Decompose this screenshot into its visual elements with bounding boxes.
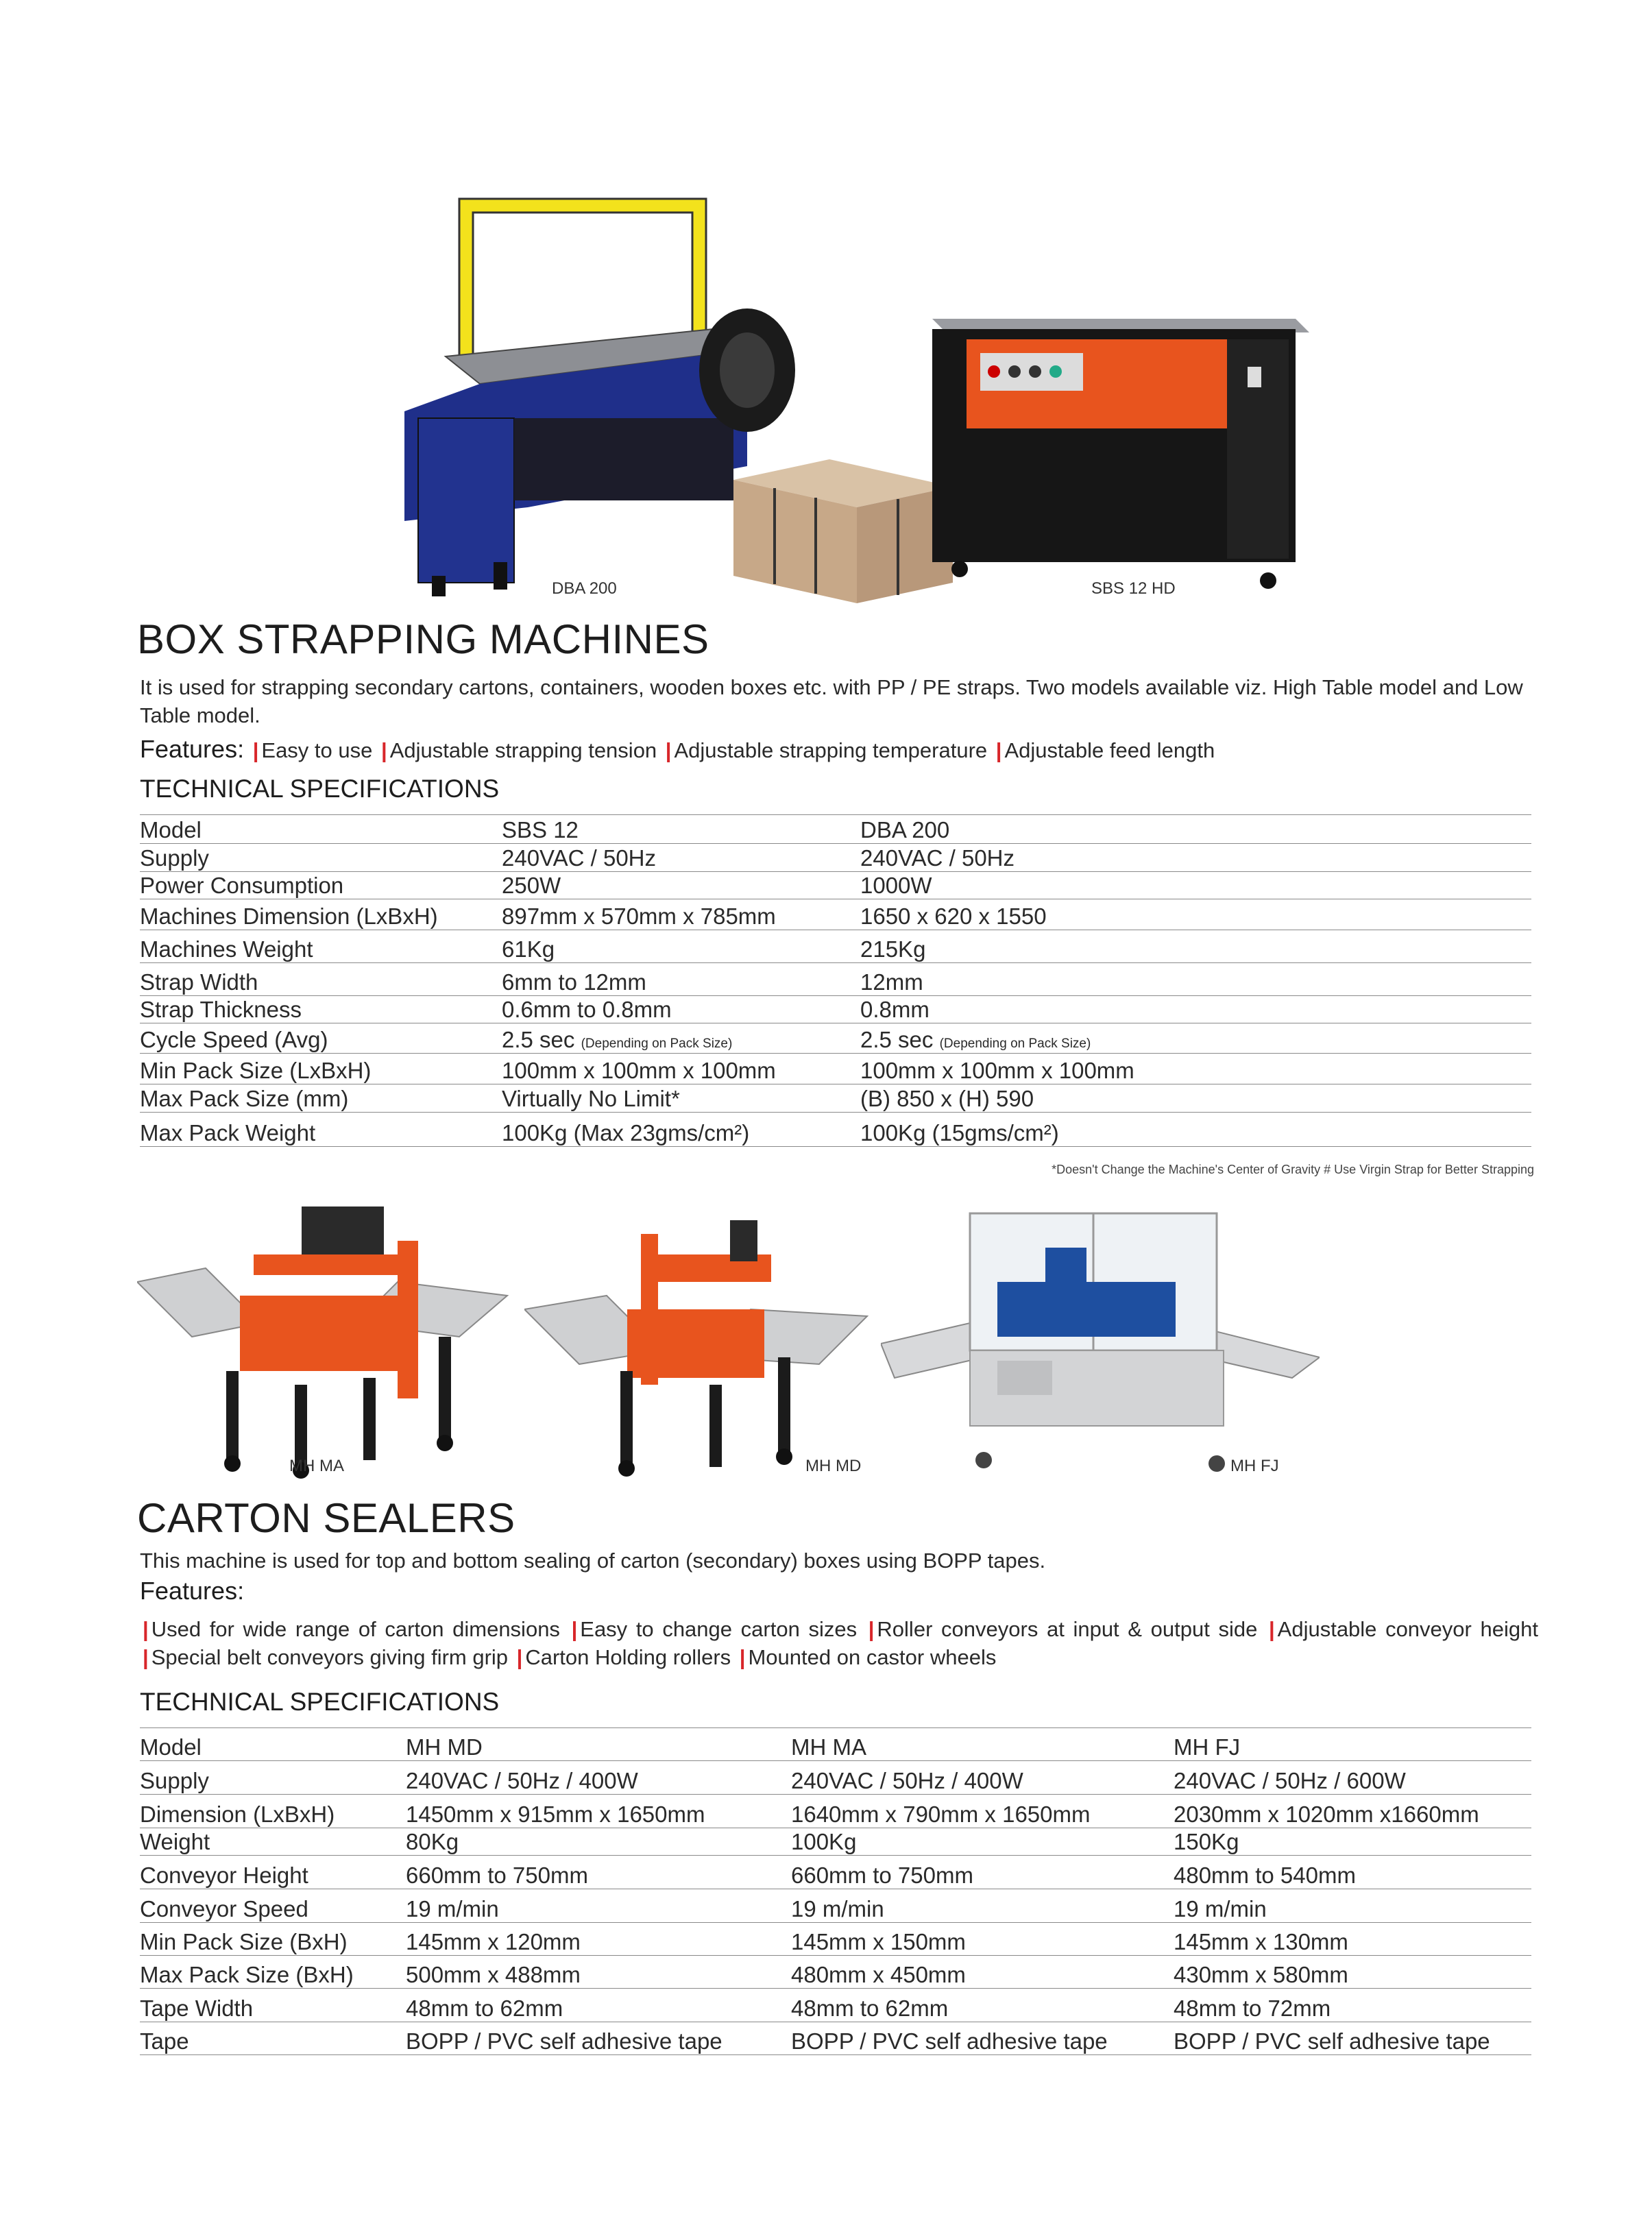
table-row	[140, 1828, 1531, 1856]
table-cell: (B) 850 x (H) 590	[860, 1084, 1531, 1113]
mh-fj-machine-image	[881, 1200, 1320, 1488]
table-cell: 19 m/min	[406, 1889, 791, 1923]
table-cell: 430mm x 580mm	[1174, 1956, 1531, 1989]
feature-item: Special belt conveyors giving firm grip	[151, 1645, 509, 1669]
table-cell: Dimension (LxBxH)	[140, 1795, 406, 1828]
sbs-12-hd-machine-image	[925, 312, 1309, 600]
table-cell: BOPP / PVC self adhesive tape	[1174, 2022, 1531, 2055]
table-cell: DBA 200	[860, 815, 1531, 844]
table-cell: Strap Width	[140, 963, 502, 996]
table-row	[140, 963, 1531, 996]
table-row	[140, 1054, 1531, 1084]
table-cell: 2.5 sec (Depending on Pack Size)	[860, 1023, 1531, 1054]
table-row	[140, 1761, 1531, 1795]
table-cell: Cycle Speed (Avg)	[140, 1023, 502, 1054]
sealer-spec-table	[140, 1727, 1531, 2055]
boxes-image	[727, 439, 960, 610]
table-row	[140, 1728, 1531, 1761]
table-cell: 48mm to 72mm	[1174, 1989, 1531, 2022]
table-cell: 61Kg	[502, 930, 860, 963]
mh-md-machine-image	[524, 1193, 881, 1481]
table-cell: 1450mm x 915mm x 1650mm	[406, 1795, 791, 1828]
table-cell: 100mm x 100mm x 100mm	[502, 1054, 860, 1084]
table-cell: 1650 x 620 x 1550	[860, 899, 1531, 930]
section-title-carton-sealers: CARTON SEALERS	[137, 1495, 515, 1541]
box-strapping-features: Features: | Easy to use | Adjustable strapping tension | Adjustable strapping temperature | Adjustable feed length	[140, 735, 1215, 763]
table-cell: 1640mm x 790mm x 1650mm	[791, 1795, 1174, 1828]
carton-sealers-features: | Used for wide range of carton dimensions | Easy to change carton sizes | Roller conveyors at input & output side | Adjustable conveyor height | Special belt conveyors giving firm grip | Carton Holding rollers | Mounted on castor wheels	[143, 1617, 1538, 1669]
table-cell: 250W	[502, 872, 860, 899]
table-cell: 660mm to 750mm	[791, 1856, 1174, 1889]
table-cell: 145mm x 130mm	[1174, 1923, 1531, 1956]
section-title-box-strapping: BOX STRAPPING MACHINES	[137, 616, 709, 662]
table-row	[140, 1989, 1531, 2022]
table-cell: Tape Width	[140, 1989, 406, 2022]
table-cell: 100Kg (15gms/cm²)	[860, 1113, 1531, 1147]
table-cell: Conveyor Height	[140, 1856, 406, 1889]
table-cell: 215Kg	[860, 930, 1531, 963]
table-cell: Model	[140, 815, 502, 844]
feature-item: Adjustable conveyor height	[1277, 1617, 1538, 1641]
table-cell: 19 m/min	[791, 1889, 1174, 1923]
table-cell: 1000W	[860, 872, 1531, 899]
table-row	[140, 930, 1531, 963]
caption-sbs-12-hd: SBS 12 HD	[1091, 579, 1176, 598]
features-label-2: Features:	[140, 1577, 245, 1605]
table-row	[140, 1923, 1531, 1956]
table-cell: Weight	[140, 1828, 406, 1856]
table-cell: 100Kg	[791, 1828, 1174, 1856]
table-row	[140, 899, 1531, 930]
table-cell: Supply	[140, 844, 502, 872]
cycle-note: (Depending on Pack Size)	[581, 1036, 733, 1051]
features-label: Features:	[140, 735, 245, 763]
strapping-spec-table	[140, 814, 1531, 1147]
table-cell: 48mm to 62mm	[791, 1989, 1174, 2022]
table-cell: 480mm to 540mm	[1174, 1856, 1531, 1889]
table-cell: 240VAC / 50Hz	[860, 844, 1531, 872]
table-row	[140, 1023, 1531, 1054]
table-cell: Virtually No Limit*	[502, 1084, 860, 1113]
table-cell: 2.5 sec (Depending on Pack Size)	[502, 1023, 860, 1054]
table-row	[140, 1856, 1531, 1889]
table-cell: 240VAC / 50Hz	[502, 844, 860, 872]
caption-mh-fj: MH FJ	[1230, 1457, 1279, 1475]
caption-mh-ma: MH MA	[289, 1457, 344, 1475]
table-cell: Power Consumption	[140, 872, 502, 899]
feature-item: Adjustable feed length	[1004, 738, 1215, 762]
feature-item: Carton Holding rollers	[525, 1645, 731, 1669]
table-cell: 145mm x 150mm	[791, 1923, 1174, 1956]
caption-dba-200: DBA 200	[552, 579, 617, 598]
table-row	[140, 996, 1531, 1023]
table-cell: Supply	[140, 1761, 406, 1795]
table-cell: 150Kg	[1174, 1828, 1531, 1856]
table-cell: MH MD	[406, 1728, 791, 1761]
table-cell: Model	[140, 1728, 406, 1761]
feature-item: Easy to change carton sizes	[580, 1617, 858, 1641]
table-cell: Max Pack Weight	[140, 1113, 502, 1147]
table-cell: MH FJ	[1174, 1728, 1531, 1761]
table-cell: 240VAC / 50Hz / 400W	[406, 1761, 791, 1795]
table-cell: SBS 12	[502, 815, 860, 844]
table-cell: 80Kg	[406, 1828, 791, 1856]
table-row	[140, 1084, 1531, 1113]
table-cell: Machines Dimension (LxBxH)	[140, 899, 502, 930]
table-cell: BOPP / PVC self adhesive tape	[791, 2022, 1174, 2055]
feature-item: Adjustable strapping temperature	[674, 738, 988, 762]
table-cell: Min Pack Size (LxBxH)	[140, 1054, 502, 1084]
table-cell: Tape	[140, 2022, 406, 2055]
table-cell: 19 m/min	[1174, 1889, 1531, 1923]
table-row	[140, 1113, 1531, 1147]
table-cell: Max Pack Size (BxH)	[140, 1956, 406, 1989]
table-row	[140, 2022, 1531, 2055]
table-cell: Strap Thickness	[140, 996, 502, 1023]
carton-sealers-description: This machine is used for top and bottom sealing of carton (secondary) boxes using BOPP tapes.	[140, 1549, 1046, 1573]
table-cell: 240VAC / 50Hz / 600W	[1174, 1761, 1531, 1795]
table-cell: Machines Weight	[140, 930, 502, 963]
feature-item: Roller conveyors at input & output side	[877, 1617, 1258, 1641]
box-strapping-description: It is used for strapping secondary cartons, containers, wooden boxes etc. with PP / PE straps. Two models available viz. High Table model and Low Table model.	[140, 675, 1523, 727]
feature-item: Used for wide range of carton dimensions	[151, 1617, 560, 1641]
spec-title-1: TECHNICAL SPECIFICATIONS	[140, 775, 500, 803]
table-row	[140, 1956, 1531, 1989]
feature-item: Adjustable strapping tension	[389, 738, 657, 762]
mh-ma-machine-image	[137, 1193, 514, 1481]
table-cell: 12mm	[860, 963, 1531, 996]
table-cell: 2030mm x 1020mm x1660mm	[1174, 1795, 1531, 1828]
table-cell: 0.8mm	[860, 996, 1531, 1023]
table-row	[140, 1889, 1531, 1923]
table-cell: 48mm to 62mm	[406, 1989, 791, 2022]
table-cell: 897mm x 570mm x 785mm	[502, 899, 860, 930]
spec-title-2: TECHNICAL SPECIFICATIONS	[140, 1688, 500, 1716]
table-cell: 145mm x 120mm	[406, 1923, 791, 1956]
table-row	[140, 815, 1531, 844]
table-cell: BOPP / PVC self adhesive tape	[406, 2022, 791, 2055]
table-cell: 100Kg (Max 23gms/cm²)	[502, 1113, 860, 1147]
table-cell: 480mm x 450mm	[791, 1956, 1174, 1989]
table-cell: MH MA	[791, 1728, 1174, 1761]
table-cell: 240VAC / 50Hz / 400W	[791, 1761, 1174, 1795]
table-row	[140, 1795, 1531, 1828]
table-cell: 100mm x 100mm x 100mm	[860, 1054, 1531, 1084]
table-cell: Conveyor Speed	[140, 1889, 406, 1923]
feature-item: Mounted on castor wheels	[748, 1645, 997, 1669]
table-cell: 500mm x 488mm	[406, 1956, 791, 1989]
table-cell: Max Pack Size (mm)	[140, 1084, 502, 1113]
feature-item: Easy to use	[261, 738, 373, 762]
caption-mh-md: MH MD	[805, 1457, 862, 1475]
cycle-note: (Depending on Pack Size)	[939, 1036, 1091, 1051]
strapping-footnote: *Doesn't Change the Machine's Center of Gravity # Use Virgin Strap for Better Strapping	[1052, 1163, 1534, 1176]
table-cell: Min Pack Size (BxH)	[140, 1923, 406, 1956]
table-cell: 6mm to 12mm	[502, 963, 860, 996]
table-row	[140, 844, 1531, 872]
table-cell: 660mm to 750mm	[406, 1856, 791, 1889]
table-cell: 0.6mm to 0.8mm	[502, 996, 860, 1023]
table-row	[140, 872, 1531, 899]
